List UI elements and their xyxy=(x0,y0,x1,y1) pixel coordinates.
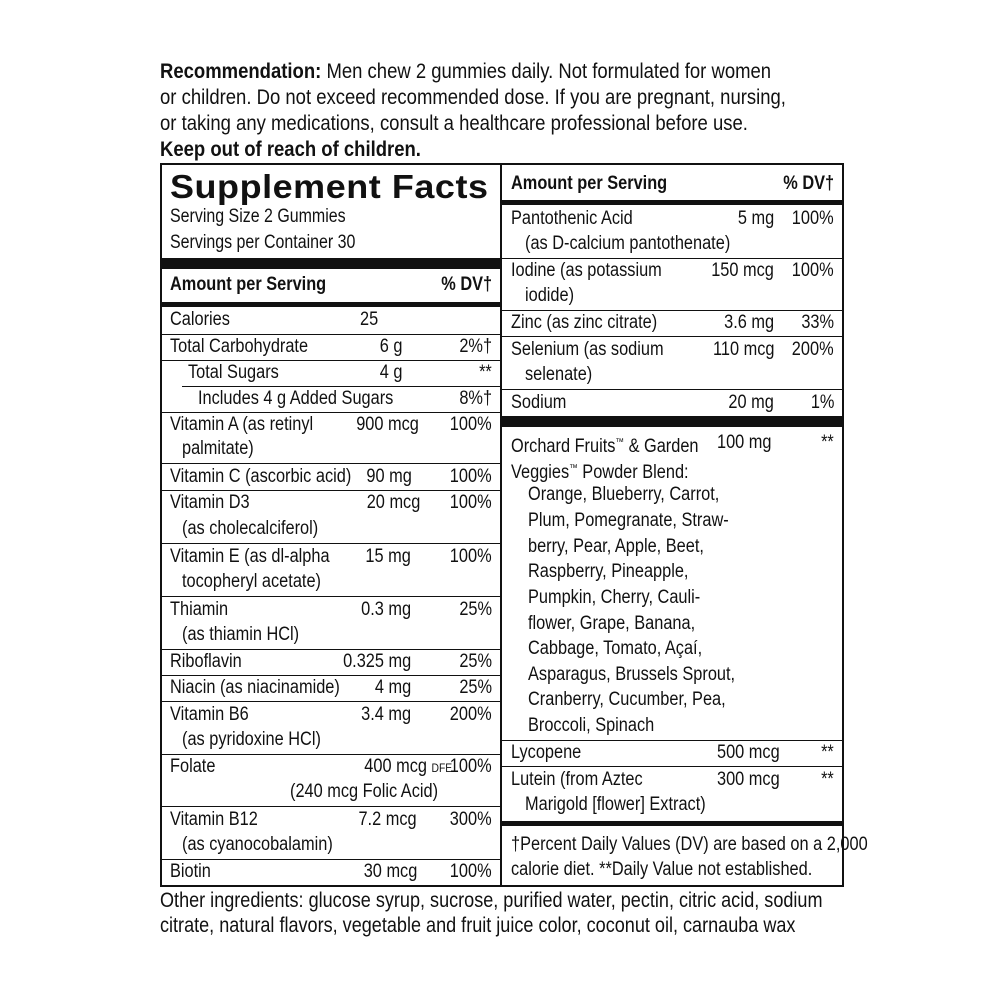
nutrient-amount: 300 mcg xyxy=(717,769,780,790)
footnote-divider xyxy=(501,821,842,826)
nutrient-sub: tocopheryl acetate) xyxy=(182,571,321,592)
nutrient-sub: (as cyanocobalamin) xyxy=(182,834,333,855)
nutrient-dv: 100% xyxy=(792,208,834,229)
nutrient-amount: 400 mcg xyxy=(364,756,427,777)
nutrient-name: Pantothenic Acid xyxy=(511,208,633,229)
nutrient-name: Total Sugars xyxy=(188,362,279,383)
footnote-line-1: †Percent Daily Values (DV) are based on a 2,000 xyxy=(511,834,868,855)
recommendation-line-1: Men chew 2 gummies daily. Not formulated for women xyxy=(326,59,772,83)
nutrient-sub: Marigold [flower] Extract) xyxy=(525,794,706,815)
nutrient-name: Lutein (from Aztec xyxy=(511,769,643,790)
blend-name-part3: Veggies xyxy=(511,462,570,483)
nutrient-name: Includes 4 g Added Sugars xyxy=(198,388,394,409)
other-ingredients xyxy=(160,888,860,938)
nutrient-amount: 20 mg xyxy=(728,392,774,413)
nutrient-name: Riboflavin xyxy=(170,651,242,672)
blend-name-part2: & Garden xyxy=(624,436,699,457)
trademark-mark: ™ xyxy=(569,463,578,474)
nutrient-name: Vitamin A (as retinyl xyxy=(170,414,314,435)
nutrient-dv: 1% xyxy=(810,392,834,413)
nutrient-sub: selenate) xyxy=(525,364,593,385)
nutrient-dv: 25% xyxy=(459,599,492,620)
nutrient-amount-unit: DFE xyxy=(431,761,452,775)
blend-dv: ** xyxy=(821,432,834,453)
recommendation-label: Recommendation: xyxy=(160,59,322,83)
blend-line: flower, Grape, Banana, xyxy=(528,613,696,634)
nutrient-sub: (as pyridoxine HCl) xyxy=(182,729,321,750)
nutrient-name: Thiamin xyxy=(170,599,229,620)
blend-line: Orange, Blueberry, Carrot, xyxy=(528,484,720,505)
nutrient-name: Niacin (as niacinamide) xyxy=(170,677,340,698)
nutrient-name: Folate xyxy=(170,756,216,777)
nutrient-sub: (as cholecalciferol) xyxy=(182,518,319,539)
nutrient-amount: 4 g xyxy=(379,362,402,383)
blend-name-part1: Orchard Fruits xyxy=(511,436,616,457)
nutrient-dv: 8%† xyxy=(459,388,492,409)
blend-line: Pumpkin, Cherry, Cauli- xyxy=(528,587,701,608)
percent-dv-header-right: % DV† xyxy=(783,173,834,194)
nutrient-dv: 100% xyxy=(450,414,492,435)
nutrient-dv: 100% xyxy=(450,466,492,487)
nutrient-dv: 200% xyxy=(792,339,834,360)
nutrient-amount: 150 mcg xyxy=(711,260,774,281)
nutrient-dv: 100% xyxy=(450,546,492,567)
blend-line: Raspberry, Pineapple, xyxy=(528,561,689,582)
recommendation-line-3: or taking any medications, consult a healthcare professional before use. xyxy=(160,111,748,135)
nutrient-dv: 25% xyxy=(459,677,492,698)
nutrient-dv: ** xyxy=(821,769,834,790)
thick-divider-right xyxy=(501,416,842,427)
nutrient-dv: ** xyxy=(821,742,834,763)
supplement-facts-title: Supplement Facts xyxy=(170,168,489,205)
nutrient-dv: 33% xyxy=(801,312,834,333)
nutrient-name: Biotin xyxy=(170,861,211,882)
footnote-line-2: calorie diet. **Daily Value not established. xyxy=(511,859,813,880)
trademark-mark: ™ xyxy=(615,437,625,448)
nutrient-dv: 25% xyxy=(459,651,492,672)
recommendation-text xyxy=(160,58,850,162)
other-ingredients-line-2: citrate, natural flavors, vegetable and fruit juice color, coconut oil, carnauba wax xyxy=(160,914,796,937)
nutrient-name: Calories xyxy=(170,309,230,330)
nutrient-sub: (as thiamin HCl) xyxy=(182,624,300,645)
nutrient-amount: 30 mcg xyxy=(363,861,417,882)
nutrient-name: Zinc (as zinc citrate) xyxy=(511,312,658,333)
nutrient-amount: 5 mg xyxy=(737,208,774,229)
nutrient-name: Lycopene xyxy=(511,742,582,763)
supplement-facts-right-panel xyxy=(501,163,868,887)
blend-line: Broccoli, Spinach xyxy=(528,715,655,736)
nutrient-name: Vitamin C (ascorbic acid) xyxy=(170,466,352,487)
nutrient-amount: 3.6 mg xyxy=(724,312,774,333)
nutrient-sub: (240 mcg Folic Acid) xyxy=(290,781,439,802)
medium-divider xyxy=(162,302,500,307)
blend-line: Cranberry, Cucumber, Pea, xyxy=(528,689,726,710)
blend-line: Cabbage, Tomato, Açaí, xyxy=(528,638,703,659)
nutrient-dv: 100% xyxy=(450,492,492,513)
nutrient-sub: palmitate) xyxy=(182,438,254,459)
nutrient-amount: 110 mcg xyxy=(712,339,774,360)
nutrient-name: Vitamin B12 xyxy=(170,809,258,830)
nutrient-name: Vitamin B6 xyxy=(170,704,249,725)
nutrient-name: Total Carbohydrate xyxy=(170,336,309,357)
nutrient-amount: 20 mcg xyxy=(366,492,420,513)
keep-out-warning: Keep out of reach of children. xyxy=(160,137,421,161)
nutrient-amount: 3.4 mg xyxy=(361,704,411,725)
thick-divider xyxy=(162,258,500,269)
nutrient-amount: 0.325 mg xyxy=(342,651,411,672)
nutrient-amount: 90 mg xyxy=(366,466,412,487)
supplement-facts-left-panel xyxy=(160,163,502,887)
nutrient-dv: 100% xyxy=(450,861,492,882)
nutrient-name: Vitamin D3 xyxy=(170,492,250,513)
nutrient-amount: 0.3 mg xyxy=(361,599,411,620)
blend-line: Asparagus, Brussels Sprout, xyxy=(528,664,736,685)
nutrient-amount: 25 xyxy=(360,309,379,330)
servings-per-container: Servings per Container 30 xyxy=(170,232,356,253)
nutrient-amount: 900 mcg xyxy=(356,414,419,435)
nutrient-sub: iodide) xyxy=(525,285,575,306)
nutrient-dv: 300% xyxy=(450,809,492,830)
percent-dv-header: % DV† xyxy=(441,274,492,295)
nutrient-name: Vitamin E (as dl-alpha xyxy=(170,546,330,567)
nutrient-dv: ** xyxy=(479,362,492,383)
nutrient-amount: 500 mcg xyxy=(717,742,780,763)
nutrient-name: Iodine (as potassium xyxy=(511,260,662,281)
nutrient-amount: 7.2 mcg xyxy=(358,809,417,830)
nutrient-dv: 100% xyxy=(450,756,492,777)
recommendation-line-2: or children. Do not exceed recommended dose. If you are pregnant, nursing, xyxy=(160,85,786,109)
nutrient-dv: 2%† xyxy=(459,336,492,357)
nutrient-dv: 100% xyxy=(792,260,834,281)
serving-size: Serving Size 2 Gummies xyxy=(170,206,346,227)
blend-name-part4: Powder Blend: xyxy=(577,462,689,483)
amount-per-serving-header: Amount per Serving xyxy=(170,274,327,295)
other-ingredients-line-1: Other ingredients: glucose syrup, sucrose, purified water, pectin, citric acid, sodium xyxy=(160,889,823,912)
nutrient-amount: 4 mg xyxy=(374,677,411,698)
nutrient-name: Selenium (as sodium xyxy=(511,339,664,360)
blend-amount: 100 mg xyxy=(717,432,772,453)
nutrient-dv: 200% xyxy=(450,704,492,725)
nutrient-amount: 6 g xyxy=(379,336,402,357)
nutrient-sub: (as D-calcium pantothenate) xyxy=(525,233,731,254)
medium-divider-right xyxy=(501,200,842,205)
nutrient-amount: 15 mg xyxy=(365,546,411,567)
nutrient-name: Sodium xyxy=(511,392,567,413)
blend-line: berry, Pear, Apple, Beet, xyxy=(528,536,704,557)
amount-per-serving-header-right: Amount per Serving xyxy=(511,173,668,194)
blend-line: Plum, Pomegranate, Straw- xyxy=(528,510,729,531)
